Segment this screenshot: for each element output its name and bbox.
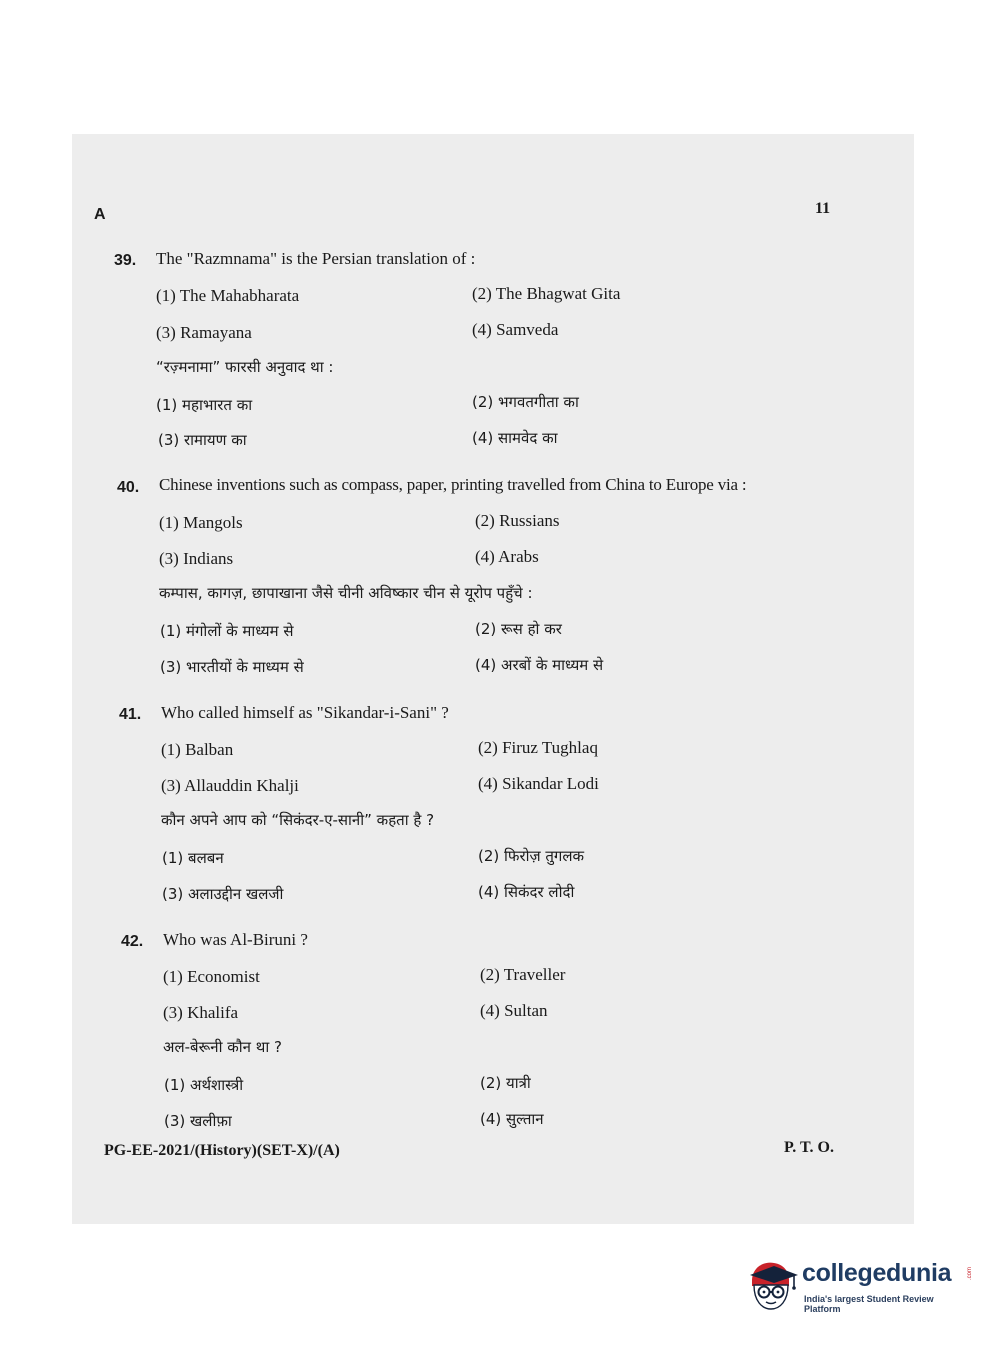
option-2-english: (2) Firuz Tughlaq xyxy=(478,738,598,757)
option-1-hindi: (1) बलबन xyxy=(162,849,224,867)
option-3-hindi: (3) रामायण का xyxy=(158,431,247,449)
option-3-hindi: (3) भारतीयों के माध्यम से xyxy=(160,658,304,676)
question-text-hindi: “रज़्मनामा” फारसी अनुवाद था : xyxy=(156,358,334,376)
option-4-english: (4) Arabs xyxy=(475,547,539,566)
question-text-hindi: कौन अपने आप को “सिकंदर-ए-सानी” कहता है ? xyxy=(161,811,435,829)
option-3-english: (3) Khalifa xyxy=(163,1003,239,1022)
page-number: 11 xyxy=(815,200,831,217)
logo-wordmark: collegedunia xyxy=(802,1259,952,1287)
question-text-english: The "Razmnama" is the Persian translation of : xyxy=(156,249,476,268)
question-number: 40. xyxy=(117,479,140,496)
question-text-english: Who called himself as "Sikandar-i-Sani" ? xyxy=(161,703,449,722)
option-4-english: (4) Samveda xyxy=(472,320,559,339)
question-text-hindi: कम्पास, कागज़, छापाखाना जैसे चीनी अविष्कार चीन से यूरोप पहुँचे : xyxy=(159,584,533,602)
logo-suffix-text: .com xyxy=(967,1266,973,1280)
option-4-hindi: (4) सिकंदर लोदी xyxy=(478,883,575,901)
option-1-english: (1) Mangols xyxy=(159,513,243,532)
option-2-hindi: (2) रूस हो कर xyxy=(475,620,562,638)
option-4-english: (4) Sikandar Lodi xyxy=(478,774,599,793)
option-2-hindi: (2) फिरोज़ तुगलक xyxy=(478,847,585,865)
logo-domain-suffix xyxy=(966,1263,973,1281)
question-text-english: Chinese inventions such as compass, paper, printing travelled from China to Europe via : xyxy=(159,475,747,494)
option-1-hindi: (1) महाभारत का xyxy=(156,396,253,414)
question-number: 39. xyxy=(114,252,137,269)
question-number: 41. xyxy=(119,706,142,723)
option-2-english: (2) The Bhagwat Gita xyxy=(472,284,621,303)
option-3-english: (3) Ramayana xyxy=(156,323,252,342)
option-4-english: (4) Sultan xyxy=(480,1001,548,1020)
option-2-hindi: (2) यात्री xyxy=(480,1074,531,1092)
question-text-hindi: अल-बेरूनी कौन था ? xyxy=(163,1038,282,1056)
option-4-hindi: (4) अरबों के माध्यम से xyxy=(475,656,604,674)
footer-paper-code: PG-EE-2021/(History)(SET-X)/(A) xyxy=(104,1142,340,1159)
option-1-hindi: (1) मंगोलों के माध्यम से xyxy=(160,622,294,640)
option-2-hindi: (2) भगवतगीता का xyxy=(472,393,579,411)
option-3-english: (3) Indians xyxy=(159,549,234,568)
option-3-hindi: (3) अलाउद्दीन खलजी xyxy=(162,885,284,903)
graduate-mascot-icon xyxy=(742,1255,800,1313)
option-4-hindi: (4) सुल्तान xyxy=(480,1110,544,1128)
option-4-hindi: (4) सामवेद का xyxy=(472,429,558,447)
option-1-english: (1) Economist xyxy=(163,967,260,986)
set-letter: A xyxy=(94,206,106,223)
option-3-english: (3) Allauddin Khalji xyxy=(161,776,299,795)
option-2-english: (2) Russians xyxy=(475,511,560,530)
footer-pto: P. T. O. xyxy=(784,1139,834,1156)
question-text-english: Who was Al-Biruni ? xyxy=(163,930,308,949)
option-3-hindi: (3) खलीफ़ा xyxy=(164,1112,232,1130)
option-1-hindi: (1) अर्थशास्त्री xyxy=(164,1076,244,1094)
logo-tagline: India's largest Student Review Platform xyxy=(804,1294,934,1314)
option-1-english: (1) Balban xyxy=(161,740,234,759)
option-1-english: (1) The Mahabharata xyxy=(156,286,300,305)
question-number: 42. xyxy=(121,933,144,950)
collegedunia-logo xyxy=(742,1253,972,1315)
option-2-english: (2) Traveller xyxy=(480,965,566,984)
